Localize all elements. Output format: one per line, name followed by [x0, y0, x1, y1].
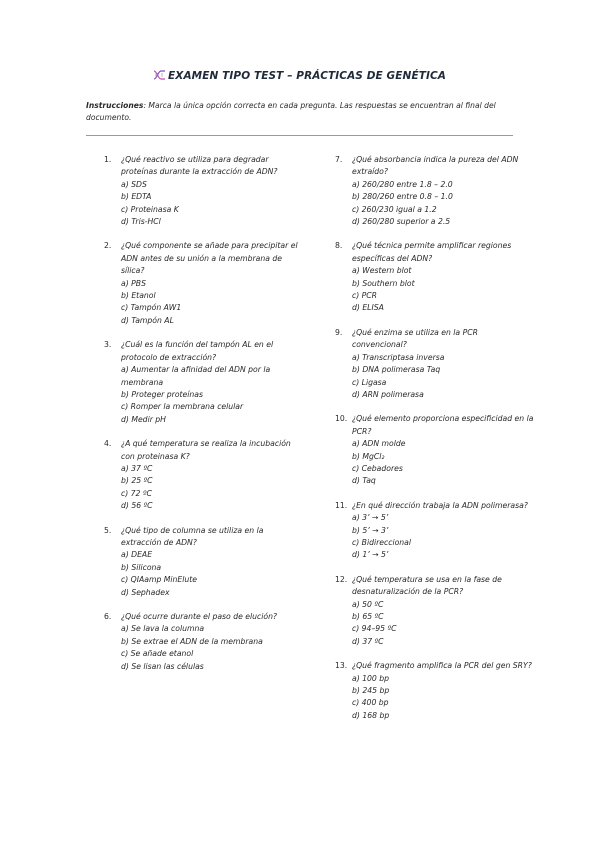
question-item — [104, 438, 304, 512]
question-stem: ¿Qué absorbancia indica la pureza del ADN extraído? — [352, 155, 519, 177]
questions-column-left — [104, 154, 304, 685]
answer-option: c) Ligasa — [352, 377, 387, 387]
answer-option: d) Tampón AL — [121, 315, 174, 325]
question-number: 13. — [335, 661, 348, 671]
answer-option: c) Se añade etanol — [121, 649, 194, 659]
question-number: 3. — [104, 340, 112, 350]
question-number: 6. — [104, 612, 112, 621]
question-stem: ¿Qué fragmento amplifica la PCR del gen SRY? — [352, 661, 532, 671]
answer-option: a) 37 ºC — [121, 463, 153, 473]
question-number: 2. — [104, 241, 112, 251]
answer-option: b) 245 bp — [352, 686, 390, 696]
question-stem: ¿Qué ocurre durante el paso de elución? — [121, 612, 278, 621]
answer-option: a) PBS — [121, 278, 146, 288]
answer-option: b) 25 ºC — [121, 476, 153, 486]
question-item — [335, 154, 535, 228]
answer-option: c) Romper la membrana celular — [121, 402, 244, 412]
answer-option: c) Tampón AW1 — [121, 303, 182, 313]
question-number: 9. — [335, 327, 343, 337]
answer-option: d) Taq — [352, 476, 376, 486]
question-stem: ¿A qué temperatura se realiza la incubación con proteinasa K? — [121, 439, 291, 461]
answer-option: b) EDTA — [121, 192, 152, 202]
dna-icon — [153, 70, 166, 80]
answer-option: c) Cebadores — [352, 463, 403, 473]
question-number: 5. — [104, 525, 112, 535]
question-stem: ¿En qué dirección trabaja la ADN polimerasa? — [352, 500, 528, 510]
instructions — [86, 100, 518, 124]
answer-option: d) Medir pH — [121, 414, 166, 424]
instructions-text: : Marca la única opción correcta en cada pregunta. Las respuestas se encuentran al final del documento. — [86, 101, 496, 122]
answer-option: b) DNA polimerasa Taq — [352, 365, 441, 375]
question-number: 11. — [335, 500, 348, 510]
answer-option: b) Etanol — [121, 291, 156, 301]
answer-option: d) Sephadex — [121, 587, 170, 597]
question-item — [104, 611, 304, 673]
instructions-label: Instrucciones — [86, 101, 144, 110]
document-title — [0, 70, 599, 82]
answer-option: c) 400 bp — [352, 698, 389, 708]
answer-option: d) ARN polimerasa — [352, 389, 424, 399]
answer-option: b) 280/260 entre 0.8 – 1.0 — [352, 192, 453, 202]
answer-option: d) ELISA — [352, 303, 384, 313]
answer-option: d) 37 ºC — [352, 636, 384, 646]
answer-option: c) PCR — [352, 291, 378, 301]
answer-option: a) DEAE — [121, 550, 153, 560]
answer-option: a) Aumentar la afinidad del ADN por la membrana — [121, 365, 271, 387]
answer-option: a) Western blot — [352, 266, 412, 276]
question-item — [335, 413, 535, 487]
question-item — [335, 574, 535, 648]
answer-option: d) Se lisan las células — [121, 661, 204, 671]
answer-option: a) Transcriptasa inversa — [352, 352, 445, 362]
answer-option: c) Proteinasa K — [121, 204, 179, 214]
answer-option: d) 260/280 superior a 2.5 — [352, 217, 451, 227]
answer-option: b) Proteger proteínas — [121, 389, 203, 399]
answer-option: a) 100 bp — [352, 673, 390, 683]
question-number: 7. — [335, 155, 343, 164]
answer-option: a) 3’ → 5’ — [352, 513, 389, 523]
answer-option: c) 72 ºC — [121, 488, 152, 498]
question-stem: ¿Cuál es la función del tampón AL en el protocolo de extracción? — [121, 340, 274, 362]
questions-column-right — [335, 154, 535, 734]
answer-option: c) 260/230 igual a 1.2 — [352, 204, 437, 214]
question-item — [335, 240, 535, 314]
question-item — [335, 327, 535, 401]
answer-option: c) 94–95 ºC — [352, 624, 397, 634]
question-stem: ¿Qué temperatura se usa en la fase de desnaturalización de la PCR? — [352, 574, 502, 597]
question-item — [104, 525, 304, 599]
question-number: 1. — [104, 155, 112, 164]
answer-option: b) Se extrae el ADN de la membrana — [121, 636, 263, 646]
answer-option: a) 50 ºC — [352, 599, 384, 609]
question-stem: ¿Qué reactivo se utiliza para degradar proteínas durante la extracción de ADN? — [121, 155, 278, 177]
question-stem: ¿Qué técnica permite amplificar regiones específicas del ADN? — [352, 241, 512, 263]
question-number: 12. — [335, 574, 348, 584]
answer-option: b) 65 ºC — [352, 612, 384, 621]
answer-option: a) 260/280 entre 1.8 – 2.0 — [352, 179, 453, 189]
answer-option: b) Silicona — [121, 562, 162, 572]
answer-option: c) QIAamp MinElute — [121, 575, 198, 585]
question-number: 4. — [104, 439, 112, 449]
answer-option: d) Tris-HCl — [121, 217, 161, 227]
question-stem: ¿Qué enzima se utiliza en la PCR convencional? — [352, 327, 478, 350]
answer-option: a) SDS — [121, 179, 147, 189]
question-item — [335, 660, 535, 722]
question-item — [104, 240, 304, 327]
answer-option: a) Se lava la columna — [121, 624, 205, 634]
answer-option: d) 168 bp — [352, 710, 390, 720]
question-stem: ¿Qué elemento proporciona especificidad en la PCR? — [352, 414, 534, 436]
answer-option: d) 1’ → 5’ — [352, 550, 389, 560]
question-stem: ¿Qué tipo de columna se utiliza en la extracción de ADN? — [121, 525, 264, 547]
answer-option: c) Bidireccional — [352, 537, 411, 547]
answer-option: b) Southern blot — [352, 278, 415, 288]
answer-option: b) 5’ → 3’ — [352, 525, 389, 535]
question-item — [104, 339, 304, 426]
question-number: 10. — [335, 414, 348, 424]
title-text: EXAMEN TIPO TEST – PRÁCTICAS DE GENÉTICA — [167, 70, 447, 82]
question-item — [104, 154, 304, 228]
answer-option: b) MgCl₂ — [352, 451, 385, 461]
question-stem: ¿Qué componente se añade para precipitar el ADN antes de su unión a la membrana de sílica? — [121, 241, 298, 276]
question-item — [335, 500, 535, 562]
divider — [86, 135, 513, 136]
question-number: 8. — [335, 241, 343, 251]
answer-option: d) 56 ºC — [121, 501, 153, 511]
answer-option: a) ADN molde — [352, 439, 406, 449]
